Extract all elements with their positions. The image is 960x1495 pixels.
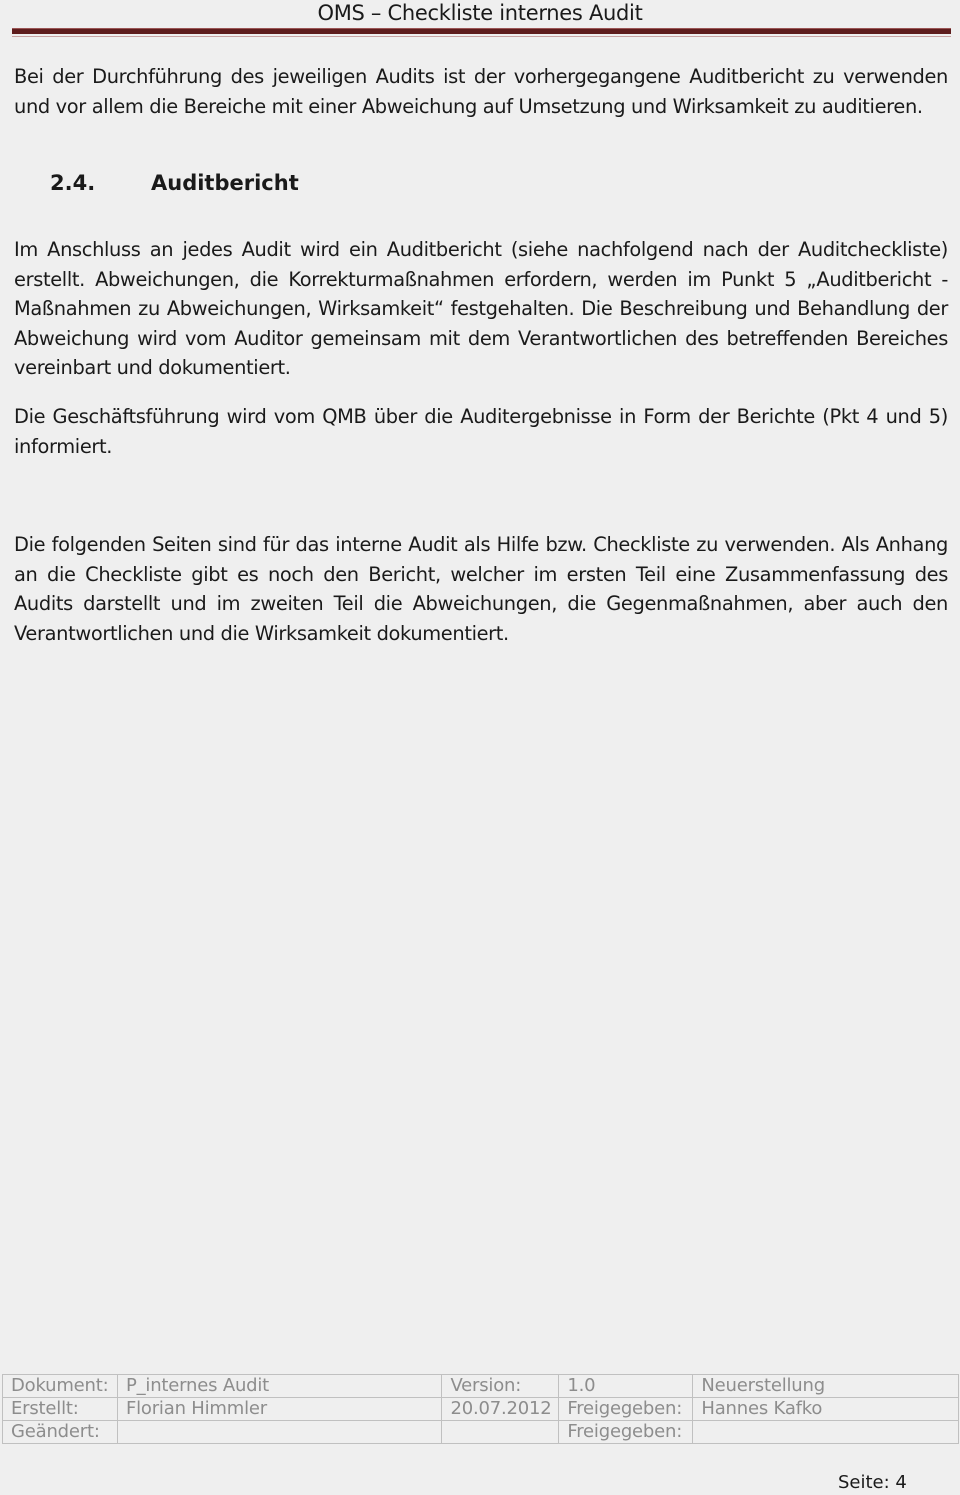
- header-rule-underline: [12, 36, 951, 37]
- table-cell: [442, 1421, 559, 1444]
- table-row: [3, 1421, 959, 1444]
- table-cell: Florian Himmler: [117, 1398, 441, 1421]
- table-cell: [693, 1421, 959, 1444]
- table-cell: Dokument:: [3, 1375, 118, 1398]
- table-cell: 1.0: [559, 1375, 693, 1398]
- document-info-table: [2, 1374, 959, 1444]
- checklist-usage-paragraph: Die folgenden Seiten sind für das interne Audit als Hilfe bzw. Checkliste zu verwenden. Als Anhang an die Checkliste gibt es noch den Bericht, welcher im ersten Teil eine Zusammenfassung des Audits darstellt und im zweiten Teil die Abweichungen, die Gegenmaßnahmen, aber auch den Verantwortlichen und die Wirksamkeit dokumentiert.: [14, 533, 948, 645]
- table-cell: Version:: [442, 1375, 559, 1398]
- document-header-title: OMS – Checkliste internes Audit: [317, 1, 643, 25]
- header-rule: [12, 28, 951, 34]
- table-cell: 20.07.2012: [442, 1398, 559, 1421]
- table-cell: [117, 1421, 441, 1444]
- table-cell: Hannes Kafko: [693, 1398, 959, 1421]
- intro-paragraph: Bei der Durchführung des jeweiligen Audits ist der vorhergegangene Auditbericht zu verwenden und vor allem die Bereiche mit einer Abweichung auf Umsetzung und Wirksamkeit zu auditieren.: [14, 65, 948, 118]
- auditbericht-paragraph: Im Anschluss an jedes Audit wird ein Auditbericht (siehe nachfolgend nach der Auditcheckliste) erstellt. Abweichungen, die Korrekturmaßnahmen erfordern, werden im Punkt 5 „Auditbericht - Maßnahmen zu Abweichungen, Wirksamkeit“ festgehalten. Die Beschreibung und Behandlung der Abweichung wird vom Auditor gemeinsam mit dem Verantwortlichen des betreffenden Bereiches vereinbart und dokumentiert.: [14, 238, 948, 379]
- page-number: Seite: 4: [838, 1472, 907, 1493]
- section-number: 2.4.: [50, 171, 96, 195]
- table-cell: Freigegeben:: [559, 1398, 693, 1421]
- management-info-paragraph: Die Geschäftsführung wird vom QMB über die Auditergebnisse in Form der Berichte (Pkt 4 und 5) informiert.: [14, 405, 948, 458]
- table-cell: Neuerstellung: [693, 1375, 959, 1398]
- table-row: [3, 1398, 959, 1421]
- section-title: Auditbericht: [151, 171, 299, 195]
- table-row: [3, 1375, 959, 1398]
- table-cell: Erstellt:: [3, 1398, 118, 1421]
- section-heading: [50, 168, 299, 198]
- table-cell: P_internes Audit: [117, 1375, 441, 1398]
- table-cell: Freigegeben:: [559, 1421, 693, 1444]
- table-cell: Geändert:: [3, 1421, 118, 1444]
